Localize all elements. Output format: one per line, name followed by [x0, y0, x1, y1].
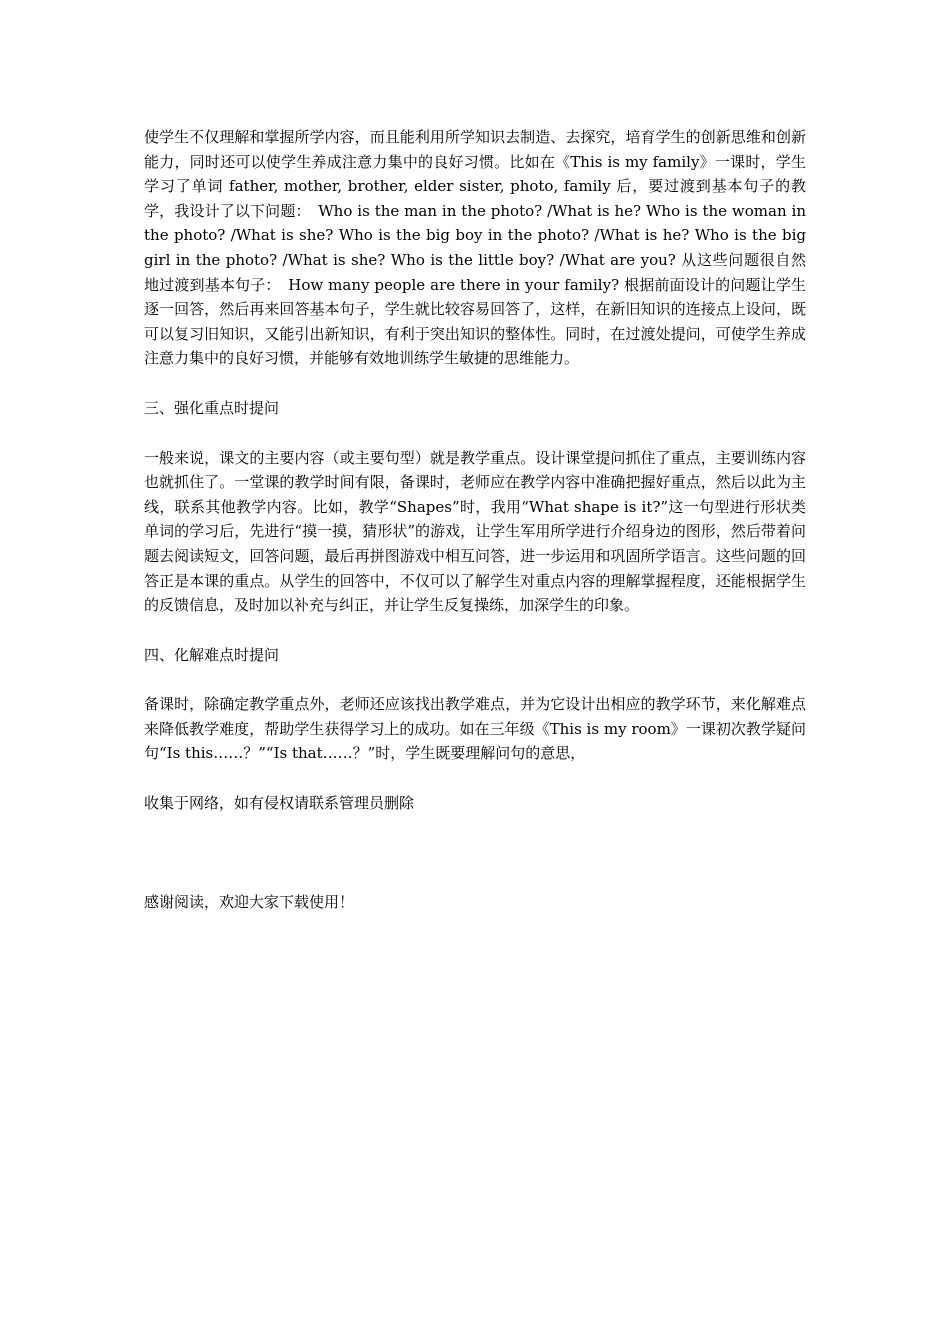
- paragraph-key-points: 一般来说，课文的主要内容（或主要句型）就是教学重点。设计课堂提问抓住了重点，主要训练内容也就抓住了。一堂课的教学时间有限，备课时，老师应在教学内容中准确把握好重点，然后以此为主线，联系其他教学内容。比如，教学“Shapes”时，我用“What shape is it?”这一句型进行形状类单词的学习后，先进行“摸一摸，猜形状”的游戏，让学生军用所学进行介绍身边的图形，然后带着问题去阅读短文，回答问题，最后再拼图游戏中相互问答，进一步运用和巩固所学语言。这些问题的回答正是本课的重点。从学生的回答中，不仅可以了解学生对重点内容的理解掌握程度，还能根据学生的反馈信息，及时加以补充与纠正，并让学生反复操练，加深学生的印象。: [144, 448, 806, 615]
- copyright-notice: 收集于网络，如有侵权请联系管理员删除: [144, 794, 415, 813]
- section-heading-4: 四、化解难点时提问: [144, 645, 280, 664]
- section-heading-3: 三、强化重点时提问: [144, 398, 280, 417]
- spacer: [144, 766, 806, 791]
- spacer: [144, 421, 806, 446]
- paragraph-difficult-points: 备课时，除确定教学重点外，老师还应该找出教学难点，并为它设计出相应的教学环节，来化解难点来降低教学难度，帮助学生获得学习上的成功。如在三年级《This is my room》一课初次教学疑问句“Is this……？”“Is that……？”时，学生既要理解问句的意思，: [144, 695, 806, 763]
- document-body: [144, 125, 806, 914]
- spacer: [144, 816, 806, 890]
- paragraph-transition-questions: 使学生不仅理解和掌握所学内容，而且能利用所学知识去制造、去探究，培育学生的创新思维和创新能力，同时还可以使学生养成注意力集中的良好习惯。比如在《This is my family》一课时，学生学习了单词 father, mother, brother, elder sister, photo, family 后，要过渡到基本句子的教学，我设计了以下问题： Who is the man in the photo? /What is he? Who is the woman in the photo? /What is she? Who is the big boy in the photo? /What is he? Who is the big girl in the photo? /What is she? Who is the little boy? /What are you? 从这些问题很自然地过渡到基本句子： How many people are there in your family? 根据前面设计的问题让学生逐一回答，然后再来回答基本句子，学生就比较容易回答了，这样，在新旧知识的连接点上设问，既可以复习旧知识，又能引出新知识，有利于突出知识的整体性。同时，在过渡处提问，可使学生养成注意力集中的良好习惯，并能够有效地训练学生敏捷的思维能力。: [144, 128, 806, 368]
- spacer: [144, 371, 806, 396]
- spacer: [144, 618, 806, 643]
- thanks-message: 感谢阅读，欢迎大家下载使用！: [144, 892, 355, 911]
- spacer: [144, 667, 806, 692]
